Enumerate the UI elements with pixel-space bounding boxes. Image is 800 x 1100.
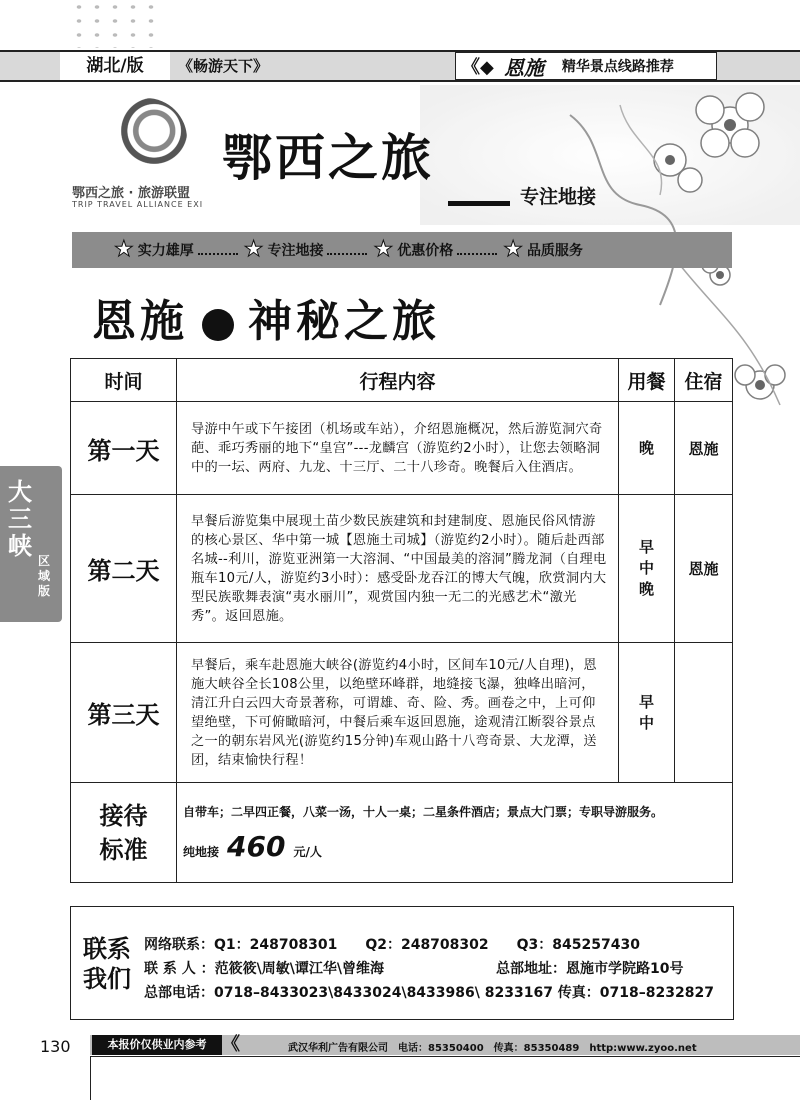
- day-meals: [619, 643, 675, 783]
- contact-online: 网络联系：Q1：248708301 Q2：248708302 Q3：845257430: [144, 937, 640, 953]
- feature-label: 品质服务: [526, 243, 583, 259]
- standard-label: [71, 783, 177, 883]
- footer-note: 本报价仅供业内参考: [92, 1035, 222, 1055]
- tour-title: [92, 285, 440, 349]
- table-row: [71, 495, 733, 643]
- side-tab-title: 大三峡: [8, 477, 32, 560]
- contact-address: 总部地址：恩施市学院路10号: [496, 961, 684, 977]
- dotted-separator: [327, 245, 367, 255]
- tour-title-theme: 神秘之旅: [248, 296, 440, 347]
- contact-phone: 总部电话：0718–8433023\8433024\8433986\ 8233167 传真：0718–8232827: [144, 985, 714, 1001]
- day-meals-text: 早中: [638, 692, 654, 732]
- day-meals: [619, 495, 675, 643]
- side-tab-subtitle: 区域版: [38, 554, 51, 598]
- brand-tagline: 专注地接: [520, 186, 597, 208]
- footer-divider-vertical: [90, 1056, 91, 1100]
- day-label: 第三天: [71, 643, 177, 783]
- price-value: 460: [227, 829, 286, 863]
- feature-item: [373, 239, 503, 261]
- table-row: [71, 402, 733, 495]
- feature-item: [114, 239, 244, 261]
- day-itinerary: 导游中午或下午接团（机场或车站），介绍恩施概况，然后游览洞穴奇葩、乖巧秀丽的地下“皇宫”---龙麟宫（游览约2小时），让您去领略洞中的一坛、两府、九龙、十三厅、二十八珍奇。晚餐后入住酒店。: [177, 402, 619, 495]
- header-meals: 用餐: [619, 359, 675, 402]
- header-content: 行程内容: [177, 359, 619, 402]
- dotted-separator: [198, 245, 238, 255]
- destination-subtitle: 精华景点线路推荐: [561, 59, 674, 75]
- double-chevron-left-icon: 《◆: [462, 57, 494, 78]
- star-icon: ★: [114, 237, 134, 262]
- edition-label: 湖北/版: [60, 52, 170, 80]
- star-icon: ★: [503, 237, 523, 262]
- destination-header: [455, 52, 717, 80]
- day-lodging: [675, 643, 733, 783]
- page-number: 130: [40, 1037, 71, 1056]
- features-banner: [72, 232, 732, 268]
- column-name: 《畅游天下》: [178, 57, 269, 75]
- standard-services: 自带车；二早四正餐，八菜一汤，十人一桌；二星条件酒店；景点大门票；专职导游服务。: [183, 804, 664, 819]
- footer-divider-horizontal: [90, 1056, 800, 1057]
- day-meals-text: 早中晚: [638, 538, 654, 598]
- alliance-logo: [105, 98, 187, 180]
- table-row: [71, 643, 733, 783]
- star-icon: ★: [243, 237, 264, 262]
- price-label: 纯地接: [183, 844, 220, 859]
- feature-label: 专注地接: [267, 243, 324, 259]
- standard-label-text: 接待标准: [99, 801, 148, 864]
- contact-label: [78, 934, 136, 996]
- feature-label: 优惠价格: [397, 243, 454, 259]
- itinerary-table: [70, 358, 733, 883]
- day-itinerary: 早餐后游览集中展现土苗少数民族建筑和封建制度、恩施民俗风情游的核心景区、华中第一城【恩施土司城】（游览约2小时）。随后赴西部名城--利川，游览亚洲第一大溶洞、“中国最美的溶洞”腾龙洞（自理电瓶车10元/人，游览约3小时）：感受卧龙吞江的博大气魄，欣赏洞内大型民族歌舞表演“夷水丽川”，观赏国内独一无二的光感艺术“激光秀”。返回恩施。: [177, 495, 619, 643]
- dotted-separator: [457, 245, 497, 255]
- day-meals: 晚: [619, 402, 675, 495]
- day-label: 第一天: [71, 402, 177, 495]
- table-header-row: [71, 359, 733, 402]
- feature-item: [503, 239, 583, 261]
- price-line: [183, 830, 726, 863]
- tour-title-place: 恩施: [92, 296, 188, 347]
- side-section-tab: [0, 466, 62, 622]
- logo-english-name: TRIP TRAVEL ALLIANCE EXI: [72, 200, 204, 209]
- day-lodging: 恩施: [675, 402, 733, 495]
- contact-label-text: 联系我们: [83, 934, 131, 993]
- footer-company: 武汉华利广告有限公司 电话：85350400 传真：85350489 http:www.zyoo.net: [288, 1043, 697, 1054]
- logo-chinese-name: 鄂西之旅 · 旅游联盟: [72, 186, 190, 201]
- header-lodging: 住宿: [675, 359, 733, 402]
- double-chevron-left-icon: 《: [222, 1034, 240, 1055]
- tagline-dash: [448, 201, 510, 206]
- feature-label: 实力雄厚: [137, 243, 194, 259]
- contact-people: 联 系 人 ：范筱筱\周敏\谭江华\曾维海: [144, 961, 384, 977]
- price-unit: 元/人: [293, 844, 322, 859]
- star-icon: ★: [373, 237, 394, 262]
- brand-name: 鄂西之旅: [222, 128, 434, 187]
- table-row-standard: [71, 783, 733, 883]
- day-itinerary: 早餐后，乘车赴恩施大峡谷(游览约4小时，区间车10元/人自理)，恩施大峡谷全长108公里，以绝壁环峰群，地缝接飞瀑，独峰出暗河，清江升白云四大奇景著称，可谓雄、奇、险、秀。画卷之中，上可仰望绝壁，下可俯瞰暗河，中餐后乘车返回恩施，途观清江断裂谷景点之一的朝东岩风光(游览约15分钟)车观山路十八弯奇景、大龙潭，送团，结束愉快行程！: [177, 643, 619, 783]
- dot-pattern: [70, 0, 160, 48]
- standard-content: [177, 783, 733, 883]
- header-time: 时间: [71, 359, 177, 402]
- feature-item: [244, 239, 374, 261]
- day-lodging: 恩施: [675, 495, 733, 643]
- bullet-dot-icon: [202, 309, 234, 341]
- day-label: 第二天: [71, 495, 177, 643]
- destination-title: 恩施: [503, 55, 544, 80]
